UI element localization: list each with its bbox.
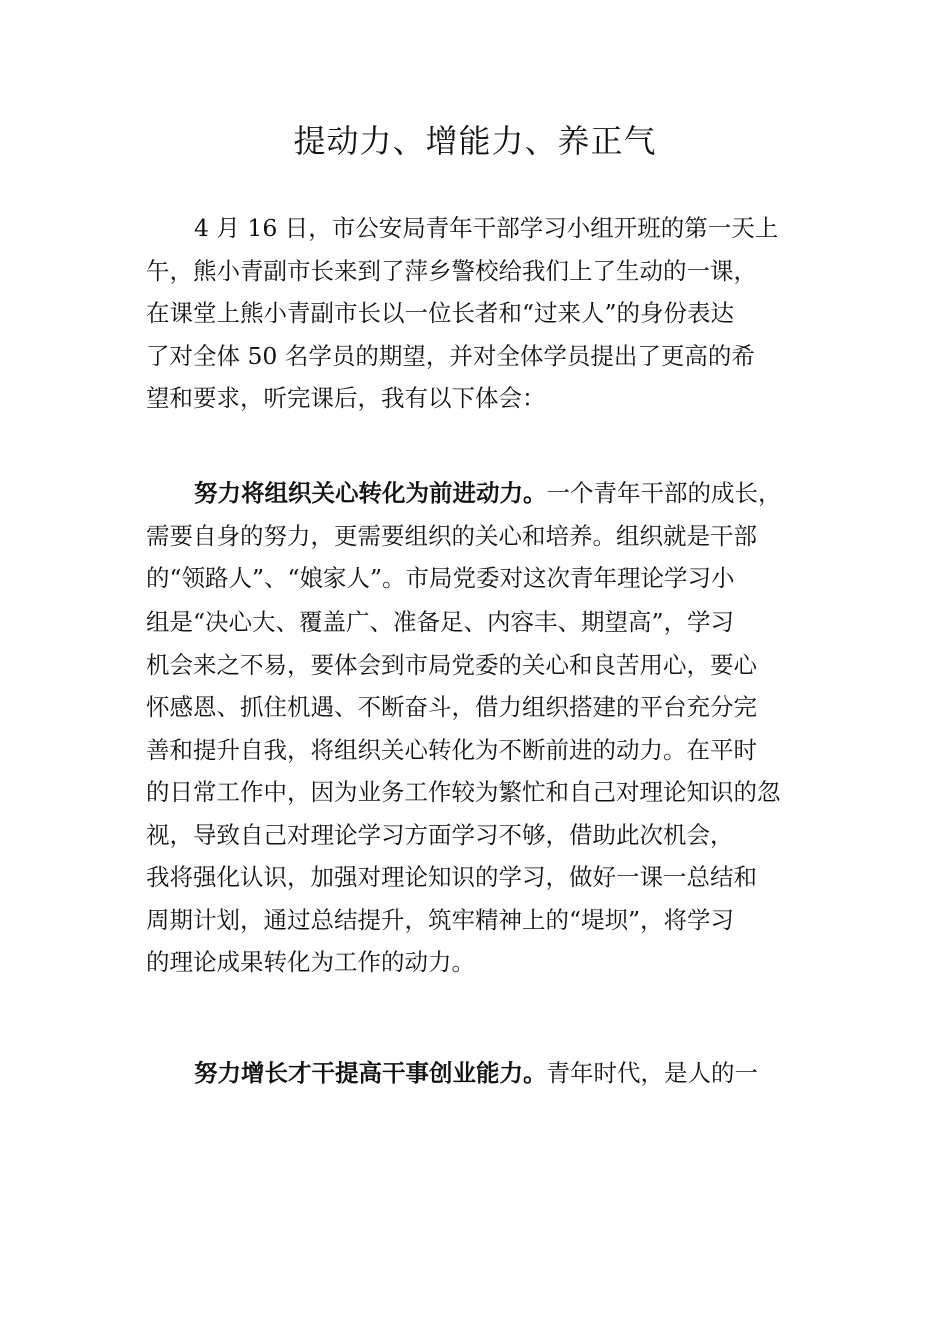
paragraph-line: 周期计划，通过总结提升，筑牢精神上的“堤坝”，将学习: [146, 905, 735, 934]
paragraph-line: 怀感恩、抓住机遇、不断奋斗，借力组织搭建的平台充分完: [146, 693, 757, 721]
paragraph-line: 善和提升自我，将组织关心转化为不断前进的动力。在平时: [146, 735, 757, 764]
paragraph-line-rest: 青年时代，是人的一: [546, 1059, 758, 1087]
paragraph-line: 视，导致自己对理论学习方面学习不够，借助此次机会，: [146, 820, 734, 849]
paragraph-line: 在课堂上熊小青副市长以一位长者和“过来人”的身份表达: [146, 299, 735, 327]
paragraph-ability: [146, 1052, 826, 1095]
paragraph-line: 了对全体 50 名学员的期望，并对全体学员提出了更高的希: [146, 341, 755, 370]
paragraph-line: 机会来之不易，要体会到市局党委的关心和良苦用心，要心: [146, 650, 757, 679]
document-title: 提动力、增能力、养正气: [293, 122, 657, 160]
paragraph-line: 我将强化认识，加强对理论知识的学习，做好一课一总结和: [146, 863, 757, 891]
paragraph-line-rest: 一个青年干部的成长，: [546, 479, 782, 507]
paragraph-line: 望和要求，听完课后，我有以下体会：: [146, 384, 546, 412]
paragraph-line: 的理论成果转化为工作的动力。: [146, 948, 475, 976]
paragraph-line: 4 月 16 日，市公安局青年干部学习小组开班的第一天上: [194, 214, 779, 242]
paragraph-line: 午，熊小青副市长来到了萍乡警校给我们上了生动的一课，: [146, 256, 757, 285]
paragraph-lead-heading: 努力增长才干提高干事创业能力。: [194, 1059, 547, 1087]
paragraph-line: 需要自身的努力，更需要组织的关心和培养。组织就是干部: [146, 521, 757, 550]
paragraph-line: 的“领路人”、“娘家人”。市局党委对这次青年理论学习小: [146, 564, 735, 592]
paragraph-intro: [146, 207, 826, 420]
paragraph-first-line: [146, 1052, 826, 1095]
paragraph-organization-care: [146, 472, 826, 984]
paragraph-lead-heading: 努力将组织关心转化为前进动力。: [194, 479, 547, 507]
paragraph-line: 的日常工作中，因为业务工作较为繁忙和自己对理论知识的忽: [146, 778, 781, 806]
paragraph-first-line: [146, 472, 826, 515]
paragraph-line: 组是“决心大、覆盖广、准备足、内容丰、期望高”，学习: [146, 608, 735, 636]
